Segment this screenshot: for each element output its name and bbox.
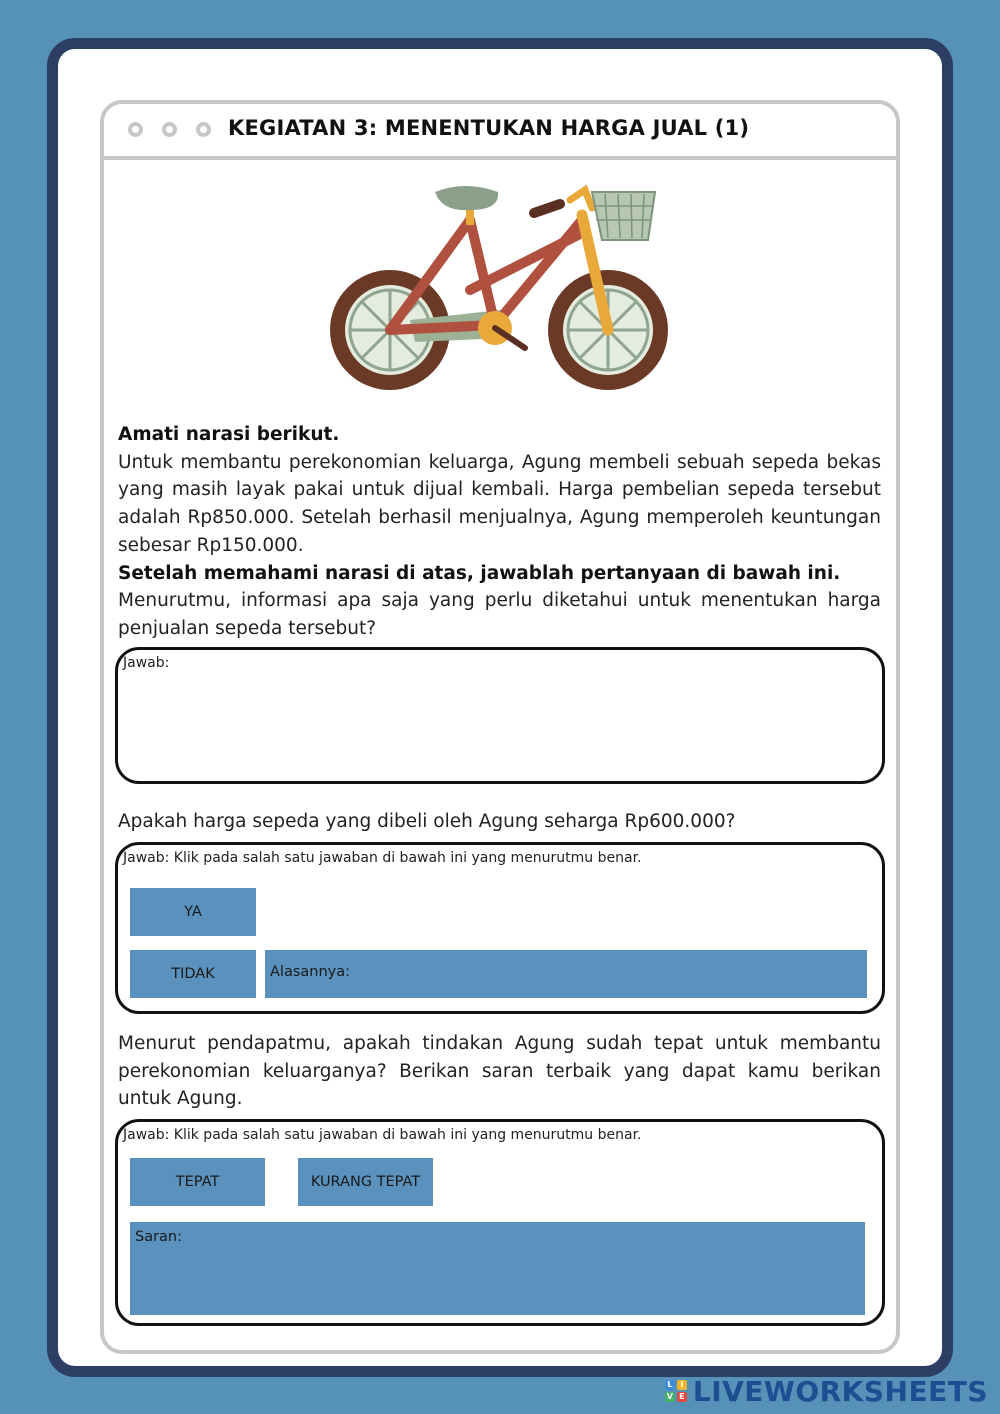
seat [435, 186, 498, 210]
bicycle-illustration [330, 180, 672, 400]
reason-input[interactable] [265, 950, 867, 998]
answer-3-label: Jawab: Klik pada salah satu jawaban di bawah ini yang menurutmu benar. [123, 1127, 642, 1143]
narrative-heading: Amati narasi berikut. [118, 424, 340, 445]
basket [592, 192, 655, 240]
question-3: Menurut pendapatmu, apakah tindakan Agung sudah tepat untuk membantu perekonomian keluarganya? Berikan saran terbaik yang dapat kamu berikan untuk Agung. [118, 1033, 881, 1110]
option-tidak-button[interactable]: TIDAK [130, 950, 256, 998]
answer-1-label: Jawab: [123, 655, 170, 671]
suggestion-input[interactable] [130, 1222, 865, 1315]
window-dot-icon [196, 122, 211, 137]
narrative-body: Untuk membantu perekonomian keluarga, Agung membeli sebuah sepeda bekas yang masih layak pakai untuk dijual kembali. Harga pembelian sepeda tersebut adalah Rp850.000. Setelah berhasil menjualnya, Agung memperoleh keuntungan sebesar Rp150.000. [118, 451, 881, 556]
option-ya-button[interactable]: YA [130, 888, 256, 936]
narrative-section [118, 421, 881, 643]
answer-1-textarea[interactable] [115, 647, 885, 784]
window-header [104, 104, 896, 160]
logo-grid-icon: L I V E [665, 1380, 687, 1402]
answer-2-label: Jawab: Klik pada salah satu jawaban di bawah ini yang menurutmu benar. [123, 850, 642, 866]
window-dot-icon [162, 122, 177, 137]
suggestion-label: Saran: [135, 1229, 183, 1245]
option-kurang-tepat-button[interactable]: KURANG TEPAT [298, 1158, 433, 1206]
question-2: Apakah harga sepeda yang dibeli oleh Agung seharga Rp600.000? [118, 811, 736, 832]
reason-label: Alasannya: [270, 964, 351, 980]
window-dot-icon [128, 122, 143, 137]
page-title: KEGIATAN 3: MENENTUKAN HARGA JUAL (1) [228, 116, 750, 140]
question-1: Menurutmu, informasi apa saja yang perlu diketahui untuk menentukan harga penjualan sepeda tersebut? [118, 590, 881, 639]
option-tepat-button[interactable]: TEPAT [130, 1158, 265, 1206]
logo-text: LIVEWORKSHEETS [692, 1374, 988, 1408]
liveworksheets-logo[interactable] [665, 1374, 988, 1408]
instruction-text: Setelah memahami narasi di atas, jawablah pertanyaan di bawah ini. [118, 562, 841, 584]
